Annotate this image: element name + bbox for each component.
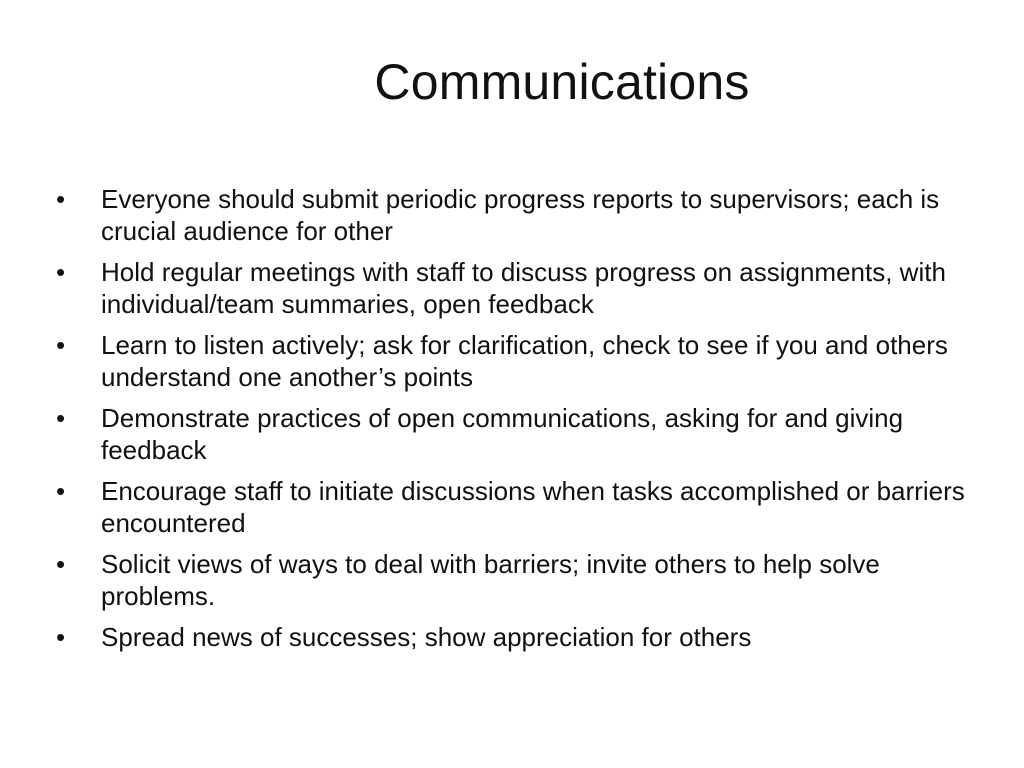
bullet-text: Encourage staff to initiate discussions when tasks accomplished or barriers encountered bbox=[101, 476, 965, 538]
bullet-text: Hold regular meetings with staff to discuss progress on assignments, with individual/team summaries, open feedback bbox=[101, 257, 946, 319]
bullet-icon: • bbox=[56, 330, 66, 360]
bullet-icon: • bbox=[56, 622, 66, 652]
bullet-item bbox=[56, 621, 976, 653]
bullet-icon: • bbox=[56, 257, 66, 287]
bullet-text: Demonstrate practices of open communications, asking for and giving feedback bbox=[101, 403, 904, 465]
bullet-item bbox=[56, 475, 976, 539]
bullet-text: Solicit views of ways to deal with barriers; invite others to help solve problems. bbox=[101, 549, 880, 611]
bullet-item bbox=[56, 548, 976, 612]
bullet-item bbox=[56, 256, 976, 320]
bullet-icon: • bbox=[56, 476, 66, 506]
bullet-icon: • bbox=[56, 184, 66, 214]
bullet-text: Spread news of successes; show appreciation for others bbox=[101, 622, 752, 652]
bullet-item bbox=[56, 402, 976, 466]
bullet-icon: • bbox=[56, 549, 66, 579]
bullet-icon: • bbox=[56, 403, 66, 433]
slide-title: Communications bbox=[374, 54, 750, 110]
bullet-list bbox=[56, 183, 976, 662]
bullet-text: Everyone should submit periodic progress reports to supervisors; each is crucial audience for other bbox=[101, 184, 940, 246]
bullet-item bbox=[56, 329, 976, 393]
bullet-text: Learn to listen actively; ask for clarification, check to see if you and others understand one another’s points bbox=[101, 330, 948, 392]
bullet-item bbox=[56, 183, 976, 247]
